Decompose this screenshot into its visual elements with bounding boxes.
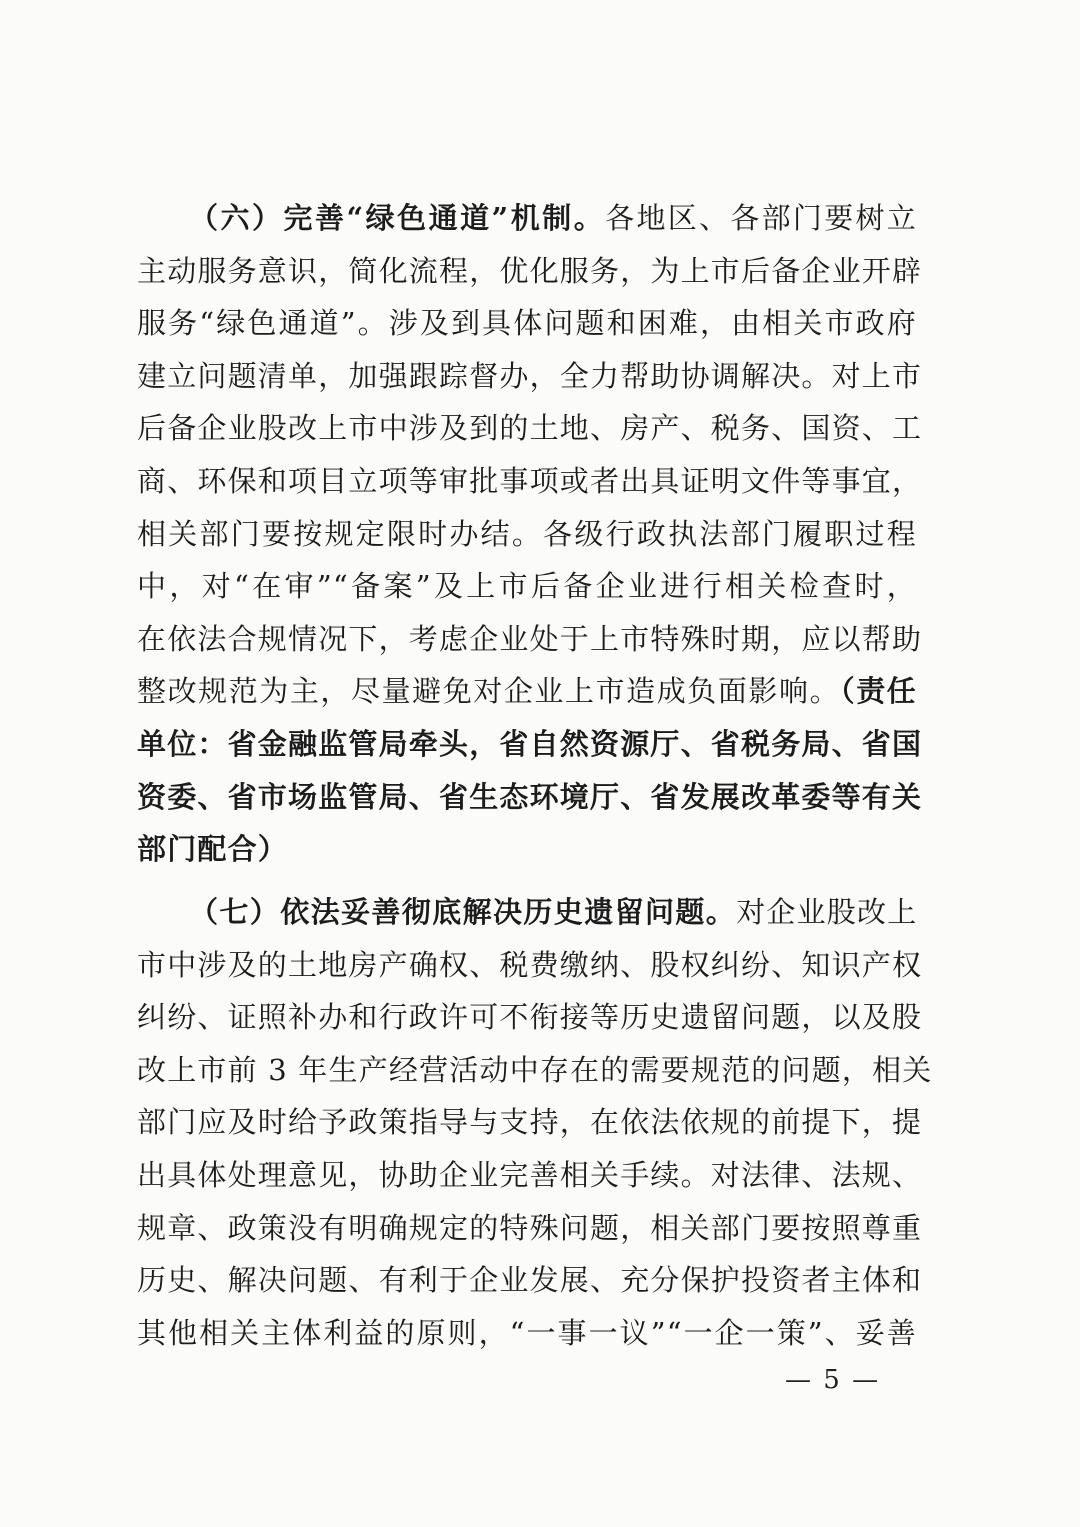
paragraph-line: 服务“绿色通道”。涉及到具体问题和困难，由相关市政府 <box>137 306 917 341</box>
paragraph-line: 后备企业股改上市中涉及到的土地、房产、税务、国资、工 <box>137 411 923 446</box>
page-number: — 5 — <box>785 1365 881 1395</box>
paragraph-line: 历史、解决问题、有利于企业发展、充分保护投资者主体和 <box>137 1263 923 1298</box>
responsibility-note: （责任 <box>840 674 917 709</box>
paragraph-line: 改上市前 3 年生产经营活动中存在的需要规范的问题，相关 <box>137 1052 933 1087</box>
paragraph-line: 纠纷、证照补办和行政许可不衔接等历史遗留问题，以及股 <box>137 1000 923 1035</box>
paragraph-line: 规章、政策没有明确规定的特殊问题，相关部门要按照尊重 <box>137 1210 923 1245</box>
paragraph-line: 在依法合规情况下，考虑企业处于上市特殊时期，应以帮助 <box>137 621 923 656</box>
paragraph-line: （七）依法妥善彻底解决历史遗留问题。对企业股改上 <box>189 895 918 929</box>
section-six-heading: （六）完善“绿色通道”机制。 <box>189 201 606 235</box>
paragraph-line: 出具体处理意见，协助企业完善相关手续。对法律、法规、 <box>137 1157 923 1192</box>
paragraph-line: 其他相关主体利益的原则，“一事一议”“一企一策”、妥善 <box>137 1315 917 1350</box>
paragraph-line: 主动服务意识，简化流程，优化服务，为上市后备企业开辟 <box>137 253 923 288</box>
paragraph-line: 整改规范为主，尽量避免对企业上市造成负面影响。（责任 <box>137 674 917 709</box>
paragraph-line: 市中涉及的土地房产确权、税费缴纳、股权纠纷、知识产权 <box>137 947 923 982</box>
responsibility-line: 部门配合） <box>137 832 289 867</box>
section-seven-paragraph <box>137 886 933 1359</box>
paragraph-line: 商、环保和项目立项等审批事项或者出具证明文件等事宜， <box>137 463 923 498</box>
responsibility-line: 资委、省市场监管局、省生态环境厅、省发展改革委等有关 <box>137 779 923 814</box>
responsibility-line: 单位：省金融监管局牵头，省自然资源厅、省税务局、省国 <box>137 726 923 761</box>
paragraph-line: 相关部门要按规定限时办结。各级行政执法部门履职过程 <box>137 516 917 551</box>
paragraph-line: 部门应及时给予政策指导与支持，在依法依规的前提下，提 <box>137 1105 923 1140</box>
paragraph-line: 中，对“在审”“备案”及上市后备企业进行相关检查时， <box>137 569 917 604</box>
paragraph-line: （六）完善“绿色通道”机制。各地区、各部门要树立 <box>189 201 917 235</box>
section-six-paragraph <box>137 192 923 876</box>
paragraph-line: 建立问题清单，加强跟踪督办，全力帮助协调解决。对上市 <box>137 358 923 393</box>
section-seven-heading: （七）依法妥善彻底解决历史遗留问题。 <box>189 895 737 929</box>
